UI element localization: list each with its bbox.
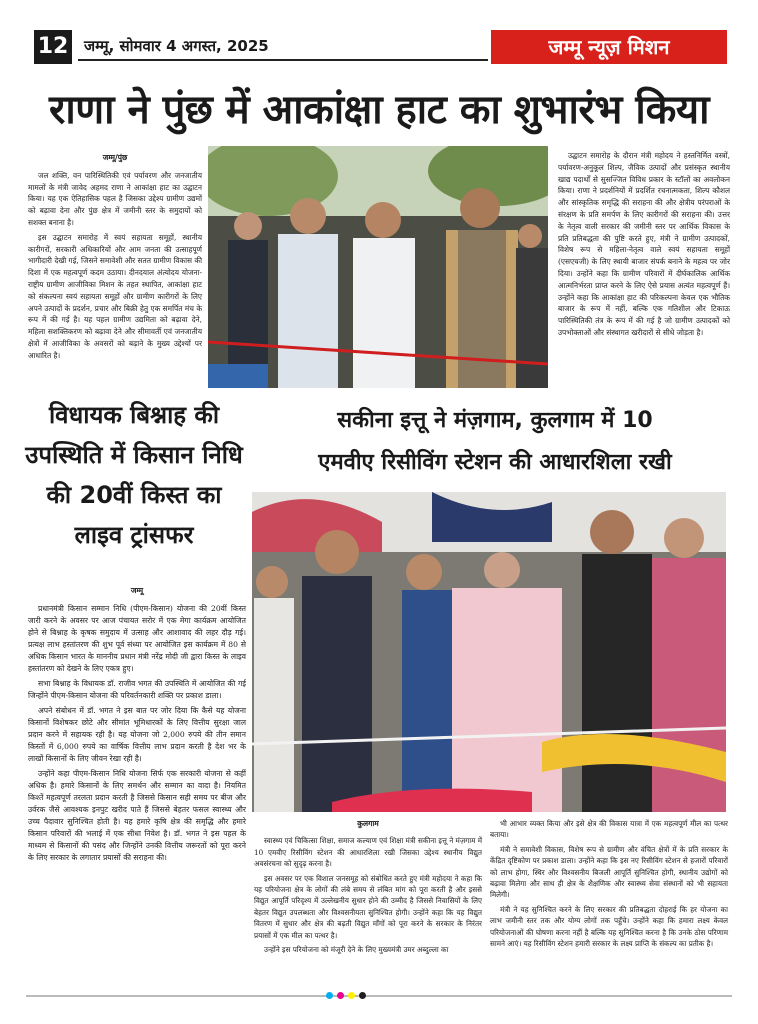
right-story-column-1: [254, 818, 482, 958]
registration-dot: [337, 992, 344, 999]
paragraph: प्रधानमंत्री किसान सम्मान निधि (पीएम-किसान) योजना की 20वीं किस्त जारी करने के अवसर पर आज पंचायत सरोर में एक मेगा कार्यक्रम आयोजित होने से बिश्नाह के कृषक समुदाय में उत्साह और आशावाद की लहर दौड़ गई। प्रत्यक्ष लाभ हस्तांतरण की शुभ पूर्व संध्या पर आयोजित इस कार्यक्रम में 80 से अधिक किसान भारत के माननीय प्रधान मंत्री नरेंद्र मोदी जी द्वारा किस्त के लाइव हस्तांतरण को देखने के लिए एकत्र हुए।: [28, 604, 246, 673]
paragraph: मंत्री ने यह सुनिश्चित करने के लिए सरकार की प्रतिबद्धता दोहराई कि हर योजना का लाभ जमीनी स्तर तक और योग्य लोगों तक पहुँचे। उन्होंने कहा कि हमारा लक्ष्य केवल परियोजनाओं की घोषणा करना नहीं है बल्कि यह सुनिश्चित करना है कि उनके ठोस परिणाम सामने आएं। यह रिसीविंग स्टेशन हमारी सरकार के लक्ष्य प्राप्ति के संकल्प का प्रतीक है।: [490, 904, 728, 949]
left-dateline: जम्मू: [130, 586, 144, 595]
left-story-body: [28, 585, 246, 867]
paragraph: उन्होंने कहा पीएम-किसान निधि योजना सिर्फ एक सरकारी योजना से कहीं अधिक है। हमारे किसानों के लिए समर्थन और सम्मान का वादा है। नियमित किश्तें महत्वपूर्ण तरलता प्रदान करती है जिससे किसान सही समय पर बीज और उर्वरक जैसे आवश्यक इनपुट खरीद पाते हैं जिससे बेहतर फसल स्वास्थ्य और उच्च पैदावार सुनिश्चित होती है। यह हमारे कृषि क्षेत्र की समृद्धि और हमारे किसान परिवारों की भलाई में एक सीधा निवेश है। डॉ. भगत ने इस पहल के माध्यम से किसानों की पसंद और जिन्होंने उनकी वित्तीय जरूरतों को पूरा करने के लिए सरकार के लगातार प्रयासों की सराहना की।: [28, 769, 246, 862]
main-story-left-column: [28, 152, 202, 365]
paragraph: इस उद्घाटन समारोह में स्वयं सहायता समूहों, स्थानीय कारीगरों, सरकारी अधिकारियों और आम जनता की उत्साहपूर्ण भागीदारी देखी गई, जिसने समावेशी और सतत ग्रामीण विकास की दिशा में एक महत्वपूर्ण कदम उठाया। दीनदयाल अंत्योदय योजना-राष्ट्रीय ग्रामीण आजीविका मिशन के तहत स्थापित, आकांक्षा हाट को संकल्पना स्वयं सहायता समूहों और ग्रामीण कारीगरों के लिए अपने उत्पादों के प्रदर्शन, प्रचार और बिक्री हेतु एक समर्पित मंच के रूप में की गई है। यह पहल ग्रामीण उद्यमिता को बढ़ावा देने, महिला सशक्तिकरण को बढ़ावा देने और सीमावर्ती एवं जनजातीय क्षेत्रों में आजीविका के अवसरों को बढ़ाने के मुख्य उद्देश्यों पर आधारित है।: [28, 232, 202, 360]
left-story-headline: विधायक बिश्नाह की उपस्थिति में किसान निधि की 20वीं किस्त का लाइव ट्रांसफर: [25, 401, 243, 549]
photo-hat-inauguration: [208, 146, 548, 388]
date-line: जम्मू, सोमवार 4 अगस्त, 2025: [84, 37, 269, 55]
paragraph: स्वास्थ्य एवं चिकित्सा शिक्षा, समाज कल्याण एवं शिक्षा मंत्री सकीना इत्तू ने मंज़गाम में 10 एमवीए रिसीविंग स्टेशन की आधारशिला रखी जिसका उद्देश्य स्थानीय विद्युत अवसंरचना को सुदृढ़ करना है।: [254, 836, 482, 869]
photo-foundation-stone: [252, 492, 726, 812]
foundation-stone-illustration: [252, 492, 726, 812]
paragraph: भी आभार व्यक्त किया और इसे क्षेत्र की विकास यात्रा में एक महत्वपूर्ण मील का पत्थर बताया।: [490, 819, 728, 840]
right-headline-line2: एमवीए रिसीविंग स्टेशन की आधारशिला रखी: [318, 450, 672, 475]
paragraph: जल शक्ति, वन पारिस्थितिकी एवं पर्यावरण और जनजातीय मामलों के मंत्री जावेद अहमद राणा ने आकांक्षा हाट का उद्घाटन किया। यह एक ऐतिहासिक पहल है जिसका उद्देश्य ग्रामीण उद्यमों को बढ़ावा देना और पुंछ क्षेत्र में जमीनी स्तर के समुदायों को सशक्त बनाना है।: [28, 170, 202, 227]
header-rule: [78, 59, 488, 61]
paragraph: सभा बिश्नाह के विधायक डॉ. राजीव भगत की उपस्थिति में आयोजित की गई जिन्होंने पीएम-किसान योजना की परिवर्तनकारी शक्ति पर प्रकाश डाला।: [28, 679, 246, 700]
registration-dot: [359, 992, 366, 999]
main-dateline: जम्मू/पुंछ: [102, 153, 128, 162]
right-headline-line1: सकीना इत्तू ने मंज़गाम, कुलगाम में 10: [337, 408, 653, 433]
paragraph: इस अवसर पर एक विशाल जनसमूह को संबोधित करते हुए मंत्री महोदया ने कहा कि यह परियोजना क्षेत्र के लोगों की लंबे समय से लंबित मांग को पूरा करती है और इससे विद्युत आपूर्ति परिदृश्य में उल्लेखनीय सुधार होने की उम्मीद है जिससे निवासियों के लिए बेहतर विद्युत उपलब्धता और विश्वसनीयता सुनिश्चित होगी। उन्होंने कहा कि यह विद्युत वितरण में सुधार और क्षेत्र की बढ़ती विद्युत माँगों को पूरा करने के सरकार के निरंतर प्रयासों में एक मील का पत्थर है।: [254, 873, 482, 940]
right-dateline: कुलगाम: [357, 819, 379, 828]
registration-dot: [348, 992, 355, 999]
paragraph: मंत्री ने समावेशी विकास, विशेष रूप से ग्रामीण और वंचित क्षेत्रों में के प्रति सरकार के केंद्रित दृष्टिकोण पर प्रकाश डाला। उन्होंने कहा कि इस नए रिसीविंग स्टेशन से हजारों परिवारों को लाभ होगा, स्थिर और विश्वसनीय बिजली आपूर्ति सुनिश्चित होगी, स्थानीय उद्योगों को बढ़ावा मिलेगा और साथ ही क्षेत्र के शैक्षणिक और स्वास्थ्य सेवा संस्थानों को भी सहायता मिलेगी।: [490, 844, 728, 900]
right-story-column-2: [490, 818, 728, 952]
page-footer: [26, 992, 732, 1000]
paragraph: अपने संबोधन में डॉ. भगत ने इस बात पर जोर दिया कि कैसे यह योजना किसानों विशेषकर छोटे और सीमांत भूमिधारकों के लिए वित्तीय सुरक्षा जाल प्रदान करने में सहायक रही है। यह योजना जो 2,000 रुपये की तीन समान किस्तों में 6,000 रुपये का वार्षिक वित्तीय लाभ प्रदान करती है देश भर के लाखों किसानों के लिए जीवन रेखा रही है।: [28, 706, 246, 763]
hat-inauguration-illustration: [208, 146, 548, 388]
right-story-headline: [258, 400, 732, 484]
masthead: जम्मू न्यूज़ मिशन: [491, 30, 727, 64]
paragraph: उन्होंने इस परियोजना को मंजूरी देने के लिए मुख्यमंत्री उमर अब्दुल्ला का: [264, 945, 449, 955]
main-headline: राणा ने पुंछ में आकांक्षा हाट का शुभारंभ किया: [49, 87, 709, 133]
registration-dot: [326, 992, 333, 999]
page-number: 12: [34, 30, 72, 64]
footer-rule: [26, 995, 732, 997]
page-header: [26, 30, 732, 64]
color-registration-marks: [326, 992, 366, 999]
main-story-right-column: [558, 150, 730, 342]
paragraph: उद्घाटन समारोह के दौरान मंत्री महोदय ने हस्तनिर्मित वस्त्रों, पर्यावरण-अनुकूल शिल्प, जैविक उत्पादों और प्रसंस्कृत स्थानीय खाद्य पदार्थों से सुसज्जित विविध प्रकार के स्टॉलों का अवलोकन किया। राणा ने प्रदर्शनियों में प्रदर्शित रचनात्मकता, शिल्प कौशल और सांस्कृतिक समृद्धि की सराहना की और क्षेत्रीय परंपराओं के संरक्षण के प्रति समर्पण के लिए कारीगरों की सराहना की। उत्तर के नेतृत्व वाली सरकार की जमीनी स्तर पर आर्थिक विकास के प्रति प्रतिबद्धता की पुष्टि करते हुए, मंत्री ने ग्रामीण उत्पादकों, विशेष रूप से महिला-नेतृत्व वाले स्वयं सहायता समूहों (एसएचजी) के लिए स्थायी बाजार संपर्क बनाने के महत्व पर जोर दिया। उन्होंने कहा कि ग्रामीण परिवारों में दीर्घकालिक आर्थिक आत्मनिर्भरता प्राप्त करने के लिए ऐसे प्रयास अत्यंत महत्वपूर्ण हैं। उन्होंने कहा कि आकांक्षा हाट की परिकल्पना केवल एक भौतिक बाजार के रूप में नहीं, बल्कि एक गतिशील और टिकाऊ पारिस्थितिकी तंत्र के रूप में की गई है जो ग्रामीण उत्पादकों को उपभोक्ताओं और संस्थागत खरीदारों से सीधे जोड़ता है।: [558, 151, 730, 337]
